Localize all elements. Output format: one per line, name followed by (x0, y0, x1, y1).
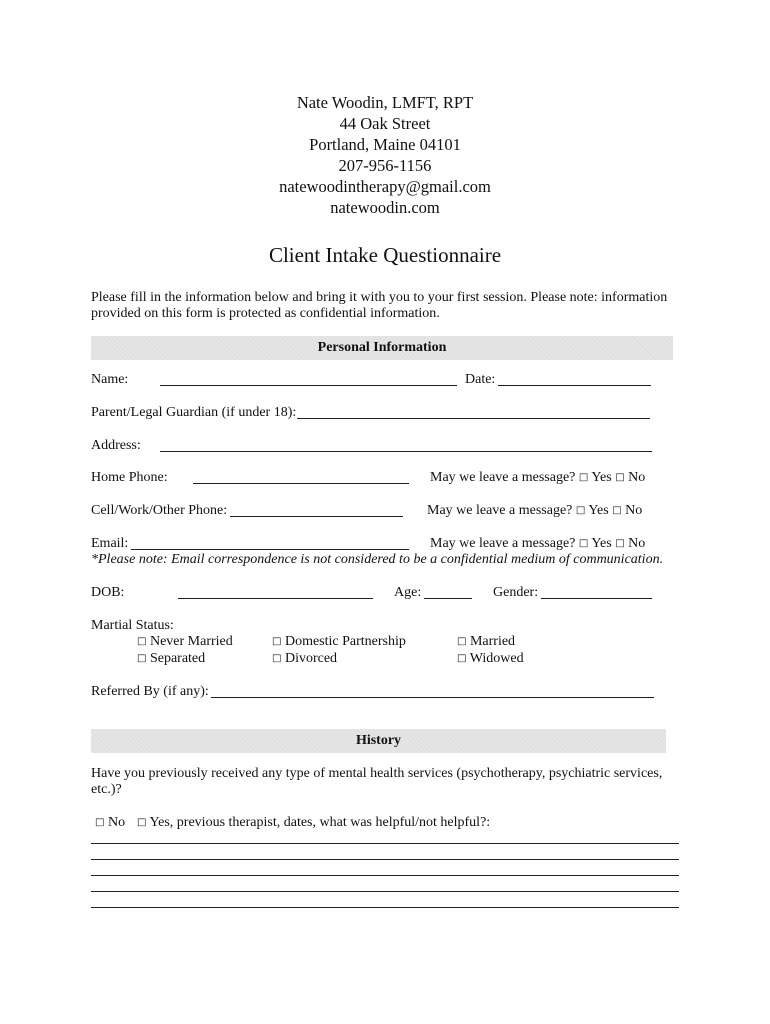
checkbox-icon[interactable]: □ (95, 817, 105, 828)
gender-field[interactable] (541, 598, 652, 599)
checkbox-icon[interactable]: □ (457, 653, 467, 664)
checkbox-icon[interactable]: □ (137, 636, 147, 647)
email-field[interactable] (131, 549, 409, 550)
history-answer-line[interactable] (91, 859, 679, 860)
no-option: No (628, 470, 646, 485)
history-answer-line[interactable] (91, 875, 679, 876)
guardian-label: Parent/Legal Guardian (if under 18): (91, 405, 297, 420)
form-title: Client Intake Questionnaire (268, 243, 502, 267)
dob-label: DOB: (91, 585, 125, 600)
history-question-line-2: etc.)? (91, 782, 122, 797)
message-question-text: May we leave a message? (430, 470, 576, 485)
checkbox-icon[interactable]: □ (575, 505, 586, 516)
checkbox-icon[interactable]: □ (272, 636, 282, 647)
marital-option-label: Divorced (284, 651, 338, 666)
yes-option: Yes (591, 470, 612, 485)
section-heading-personal: Personal Information (91, 336, 673, 360)
history-yes-label: Yes, previous therapist, dates, what was helpful/not helpful?: (149, 815, 491, 830)
marital-option-label: Married (469, 634, 516, 649)
marital-option-domestic-partnership[interactable] (272, 634, 406, 650)
section-heading-history: History (91, 729, 666, 753)
marital-option-married[interactable] (457, 634, 515, 650)
yes-option: Yes (588, 503, 609, 518)
age-label: Age: (394, 585, 422, 600)
history-answer-line[interactable] (91, 843, 679, 844)
cell-phone-message-question (427, 503, 642, 519)
marital-option-divorced[interactable] (272, 651, 337, 667)
marital-option-widowed[interactable] (457, 651, 524, 667)
history-question-line-1: Have you previously received any type of mental health services (psychotherapy, psychiatric services, (91, 766, 663, 781)
home-phone-message-question (430, 470, 645, 486)
referred-by-field[interactable] (211, 697, 654, 698)
dob-field[interactable] (178, 598, 373, 599)
intro-text-line-1: Please fill in the information below and bring it with you to your first session. Please note: information (91, 290, 668, 305)
name-label: Name: (91, 372, 129, 387)
checkbox-icon[interactable]: □ (272, 653, 282, 664)
gender-label: Gender: (493, 585, 539, 600)
cell-phone-label: Cell/Work/Other Phone: (91, 503, 228, 518)
referred-by-label: Referred By (if any): (91, 684, 209, 699)
checkbox-icon[interactable]: □ (457, 636, 467, 647)
provider-phone: 207-956-1156 (338, 156, 432, 175)
message-question-text: May we leave a message? (430, 536, 576, 551)
email-label: Email: (91, 536, 129, 551)
provider-email: natewoodintherapy@gmail.com (279, 177, 491, 196)
checkbox-icon[interactable]: □ (615, 472, 625, 483)
checkbox-icon[interactable]: □ (578, 472, 589, 483)
home-phone-field[interactable] (193, 483, 409, 484)
no-option: No (625, 503, 643, 518)
email-note: *Please note: Email correspondence is not considered to be a confidential medium of communication. (91, 552, 664, 567)
history-yes-option[interactable] (137, 815, 490, 831)
checkbox-icon[interactable]: □ (615, 538, 625, 549)
address-field[interactable] (160, 451, 652, 452)
email-message-question (430, 536, 645, 552)
marital-status-label: Martial Status: (91, 618, 174, 633)
checkbox-icon[interactable]: □ (137, 817, 147, 828)
marital-option-separated[interactable] (137, 651, 205, 667)
marital-option-label: Widowed (469, 651, 524, 666)
provider-city: Portland, Maine 04101 (309, 135, 461, 154)
history-no-option[interactable] (95, 815, 125, 831)
history-no-label: No (107, 815, 126, 830)
history-answer-line[interactable] (91, 907, 679, 908)
marital-option-label: Never Married (149, 634, 233, 649)
name-field[interactable] (160, 385, 457, 386)
checkbox-icon[interactable]: □ (137, 653, 147, 664)
provider-website: natewoodin.com (330, 198, 440, 217)
yes-option: Yes (591, 536, 612, 551)
age-field[interactable] (424, 598, 472, 599)
intro-text-line-2: provided on this form is protected as confidential information. (91, 306, 440, 321)
address-label: Address: (91, 438, 141, 453)
date-label: Date: (465, 372, 496, 387)
marital-option-label: Domestic Partnership (284, 634, 406, 649)
date-field[interactable] (498, 385, 651, 386)
message-question-text: May we leave a message? (427, 503, 573, 518)
cell-phone-field[interactable] (230, 516, 403, 517)
checkbox-icon[interactable]: □ (578, 538, 589, 549)
no-option: No (628, 536, 646, 551)
provider-name: Nate Woodin, LMFT, RPT (296, 93, 474, 112)
provider-street: 44 Oak Street (339, 114, 431, 133)
marital-option-never-married[interactable] (137, 634, 233, 650)
guardian-field[interactable] (297, 418, 650, 419)
checkbox-icon[interactable]: □ (612, 505, 622, 516)
home-phone-label: Home Phone: (91, 470, 168, 485)
history-answer-line[interactable] (91, 891, 679, 892)
marital-option-label: Separated (149, 651, 206, 666)
